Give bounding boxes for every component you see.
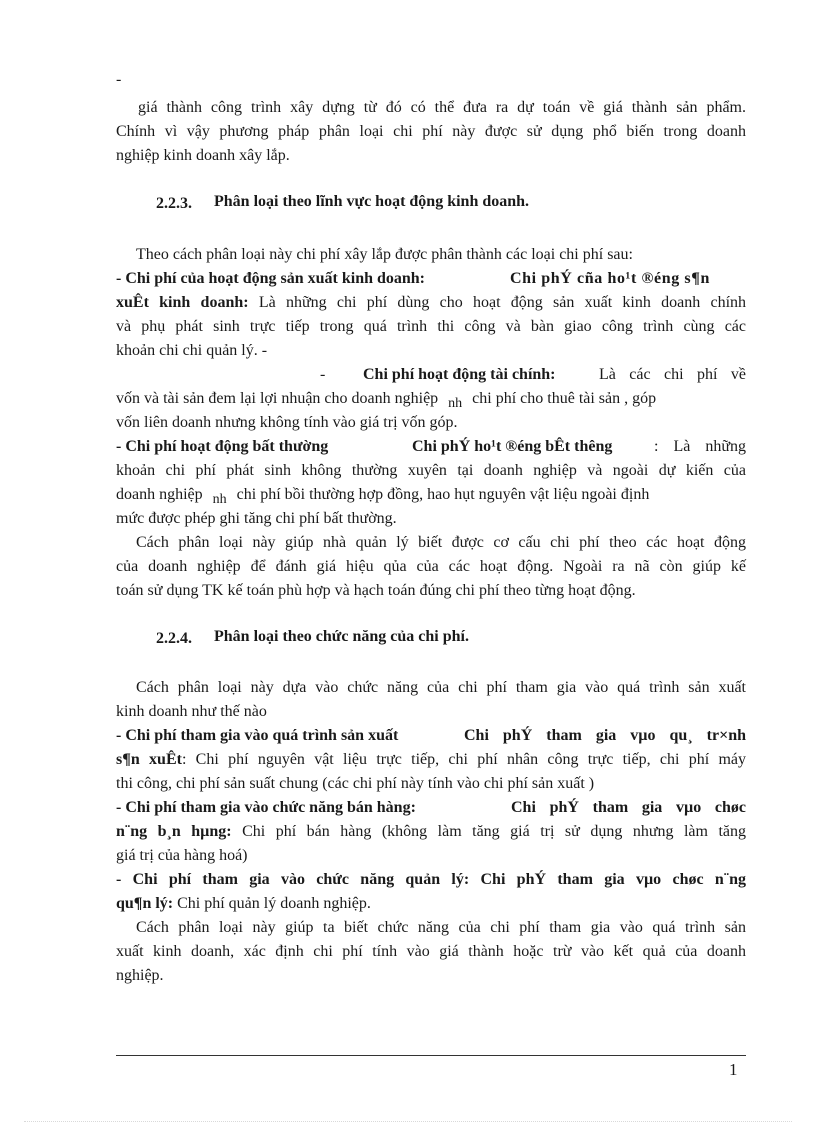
page-number: 1 (729, 1060, 738, 1079)
p3-line-1 (116, 267, 746, 291)
p1-line-2: Chính vì vậy phương pháp phân loại chi phí này được sử dụng phổ biến trong doanh (116, 123, 746, 140)
p9-term: - Chi phí tham gia vào chức năng bán hàng: (116, 799, 416, 816)
p9-line-1 (116, 796, 746, 820)
p10-term-cont: qu¶n lý: (116, 895, 174, 912)
p5-term: - Chi phí hoạt động bất thường (116, 438, 329, 455)
p3-garbled-term: Chi phÝ cña ho¹t ®éng s¶n (510, 270, 710, 287)
p7-line-2: kinh doanh như thế nào (116, 703, 267, 720)
p3-line-3: và phụ phát sinh trực tiếp trong quá trình thi công và bàn giao công trình cùng các (116, 318, 746, 335)
p5-line-3 (116, 483, 746, 508)
page-bottom-dotted-border (24, 1121, 792, 1122)
p1-line-3: nghiệp kinh doanh xây lắp. (116, 147, 290, 164)
p3-term-cont: xuÊt kinh doanh: (116, 294, 249, 311)
p11-line-1: Cách phân loại này giúp ta biết chức năng của chi phí tham gia vào quá trình sản (136, 919, 746, 936)
p9-garbled-term: Chi phÝ tham gia vµo chøc (511, 799, 746, 816)
p9-definition: Chi phí bán hàng (không làm tăng giá trị sử dụng nhưng làm tăng (242, 823, 747, 840)
p8-definition: : Chi phí nguyên vật liệu trực tiếp, chi phí nhân công trực tiếp, chi phí máy (181, 751, 746, 768)
p10-line-2 (116, 892, 746, 916)
p3-line-4: khoản chi chi quản lý. - (116, 342, 268, 359)
section-2-2-3-title: Phân loại theo lĩnh vực hoạt động kinh doanh. (214, 193, 530, 210)
p8-line-1 (116, 724, 746, 748)
p5-definition-start: : Là những (654, 438, 746, 455)
p8-term-cont: s¶n xuÊt (116, 751, 182, 768)
p3-definition: Là những chi phí dùng cho hoạt động sản xuất kinh doanh chính (258, 294, 747, 311)
p8-line-2 (116, 748, 746, 772)
p4-line-3: vốn liên doanh nhưng không tính vào giá trị vốn góp. (116, 414, 458, 431)
p4-dash: - (320, 366, 326, 383)
p5-text-b: chi phí bồi thường hợp đồng, hao hụt nguyên vật liệu ngoài định (236, 486, 650, 503)
p11-line-3: nghiệp. (116, 967, 164, 984)
section-2-2-3-number: 2.2.3. (156, 195, 192, 212)
p10-line-1 (116, 868, 746, 892)
p5-line-1 (116, 435, 746, 459)
p4-text-a: vốn và tài sản đem lại lợi nhuận cho doanh nghiệp (116, 390, 439, 407)
p2-line-1: Theo cách phân loại này chi phí xây lắp được phân thành các loại chi phí sau: (136, 246, 633, 263)
stray-dash: - (116, 71, 122, 88)
p7-line-1: Cách phân loại này dựa vào chức năng của chi phí tham gia vào quá trình sản xuất (136, 679, 746, 696)
p8-line-3: thi công, chi phí sản suất chung (các chi phí này tính vào chi phí sản xuất ) (116, 775, 595, 792)
section-2-2-4-number: 2.2.4. (156, 630, 192, 647)
p10-term: - Chi phí tham gia vào chức năng quản lý: (116, 871, 470, 888)
p4-term: Chi phí hoạt động tài chính: (363, 366, 556, 383)
p5-text-a: doanh nghiệp (116, 486, 203, 503)
p9-line-2 (116, 820, 746, 844)
p9-term-cont: n¨ng b¸n hµng: (116, 823, 232, 840)
p4-text-b: chi phí cho thuê tài sản , góp (472, 390, 657, 407)
p5-line-2: khoản chi phí phát sinh không thường xuyên tại doanh nghiệp và ngoài dự kiến của (116, 462, 746, 479)
p4-definition-start: Là các chi phí về (599, 366, 746, 383)
p6-line-1: Cách phân loại này giúp nhà quản lý biết được cơ cấu chi phí theo các hoạt động (136, 534, 746, 551)
p5-line-4: mức được phép ghi tăng chi phí bất thường. (116, 510, 397, 527)
p6-line-2: của doanh nghiệp để đánh giá hiệu qủa của các hoạt động. Ngoài ra nã còn giúp kế (116, 558, 746, 575)
p9-line-3: giá trị của hàng hoá) (116, 847, 248, 864)
section-2-2-4-title: Phân loại theo chức năng của chi phí. (214, 628, 469, 645)
p11-line-2: xuất kinh doanh, xác định chi phí tính vào giá thành hoặc trừ vào kết quả của doanh (116, 943, 746, 960)
p5-subscript-nh: nh (212, 492, 227, 507)
footer-rule (116, 1055, 746, 1056)
p10-definition: Chi phí quản lý doanh nghiệp. (177, 895, 371, 912)
p3-term: - Chi phí của hoạt động sản xuất kinh doanh: (116, 270, 426, 287)
p5-garbled-term: Chi phÝ ho¹t ®éng bÊt thêng (412, 438, 613, 455)
p8-garbled-term: Chi phÝ tham gia vµo qu¸ tr×nh (464, 727, 746, 744)
p10-garbled-term: Chi phÝ tham gia vµo chøc n¨ng (480, 871, 747, 888)
p3-line-2 (116, 291, 746, 315)
p1-line-1: giá thành công trình xây dựng từ đó có thể đưa ra dự toán về giá thành sản phẩm. (138, 99, 746, 116)
p8-term: - Chi phí tham gia vào quá trình sản xuất (116, 727, 399, 744)
p6-line-3: toán sử dụng TK kế toán phù hợp và hạch toán đúng chi phí theo từng hoạt động. (116, 582, 636, 599)
p4-line-2 (116, 387, 746, 412)
p4-subscript-nh: nh (448, 396, 463, 411)
